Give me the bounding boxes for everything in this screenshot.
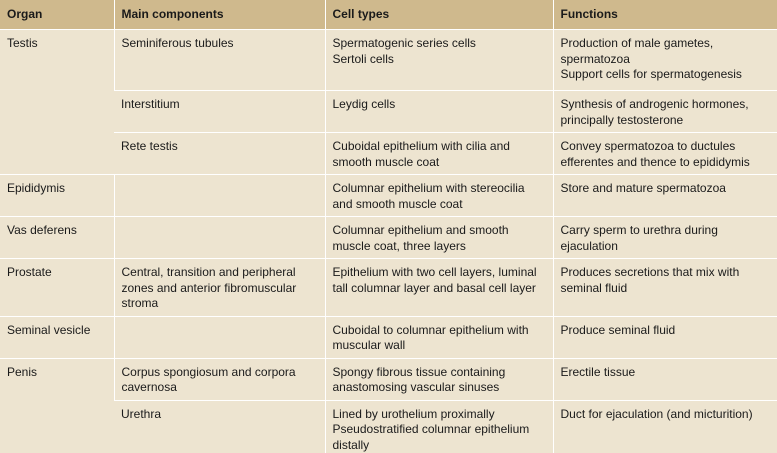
component-cell: Rete testis — [114, 133, 325, 175]
cell-types-cell: Spermatogenic series cells Sertoli cells — [325, 30, 553, 91]
table-row — [0, 133, 777, 175]
header-cell-types: Cell types — [325, 0, 553, 30]
cell-types-cell: Lined by urothelium proximally Pseudostratified columnar epithelium distally — [325, 400, 553, 453]
component-cell — [114, 175, 325, 217]
table-row — [0, 91, 777, 133]
function-cell: Produce seminal fluid — [553, 316, 777, 358]
table-row — [0, 217, 777, 259]
organ-cell: Seminal vesicle — [0, 316, 114, 358]
table-row — [0, 358, 777, 400]
function-cell: Erectile tissue — [553, 358, 777, 400]
function-cell: Store and mature spermatozoa — [553, 175, 777, 217]
organ-cell: Prostate — [0, 259, 114, 317]
header-organ: Organ — [0, 0, 114, 30]
cell-types-cell: Columnar epithelium and smooth muscle coat, three layers — [325, 217, 553, 259]
table-row — [0, 400, 777, 453]
table-row — [0, 175, 777, 217]
function-cell: Duct for ejaculation (and micturition) — [553, 400, 777, 453]
cell-types-cell: Columnar epithelium with stereocilia and smooth muscle coat — [325, 175, 553, 217]
function-cell: Synthesis of androgenic hormones, principally testosterone — [553, 91, 777, 133]
cell-types-cell: Cuboidal to columnar epithelium with muscular wall — [325, 316, 553, 358]
header-row — [0, 0, 777, 30]
function-cell: Produces secretions that mix with seminal fluid — [553, 259, 777, 317]
function-cell: Carry sperm to urethra during ejaculation — [553, 217, 777, 259]
header-main-components: Main components — [114, 0, 325, 30]
table-row — [0, 259, 777, 317]
component-cell: Seminiferous tubules — [114, 30, 325, 91]
component-cell: Urethra — [114, 400, 325, 453]
function-cell: Production of male gametes, spermatozoa Support cells for spermatogenesis — [553, 30, 777, 91]
cell-types-cell: Cuboidal epithelium with cilia and smooth muscle coat — [325, 133, 553, 175]
organ-cell: Testis — [0, 30, 114, 175]
organ-cell: Penis — [0, 358, 114, 453]
component-cell: Interstitium — [114, 91, 325, 133]
table-row — [0, 30, 777, 91]
component-cell: Corpus spongiosum and corpora cavernosa — [114, 358, 325, 400]
organ-cell: Epididymis — [0, 175, 114, 217]
table-row — [0, 316, 777, 358]
cell-types-cell: Spongy fibrous tissue containing anastomosing vascular sinuses — [325, 358, 553, 400]
cell-types-cell: Epithelium with two cell layers, luminal tall columnar layer and basal cell layer — [325, 259, 553, 317]
cell-types-cell: Leydig cells — [325, 91, 553, 133]
component-cell — [114, 316, 325, 358]
organ-cell: Vas deferens — [0, 217, 114, 259]
component-cell — [114, 217, 325, 259]
component-cell: Central, transition and peripheral zones and anterior fibromuscular stroma — [114, 259, 325, 317]
header-functions: Functions — [553, 0, 777, 30]
function-cell: Convey spermatozoa to ductules efferentes and thence to epididymis — [553, 133, 777, 175]
